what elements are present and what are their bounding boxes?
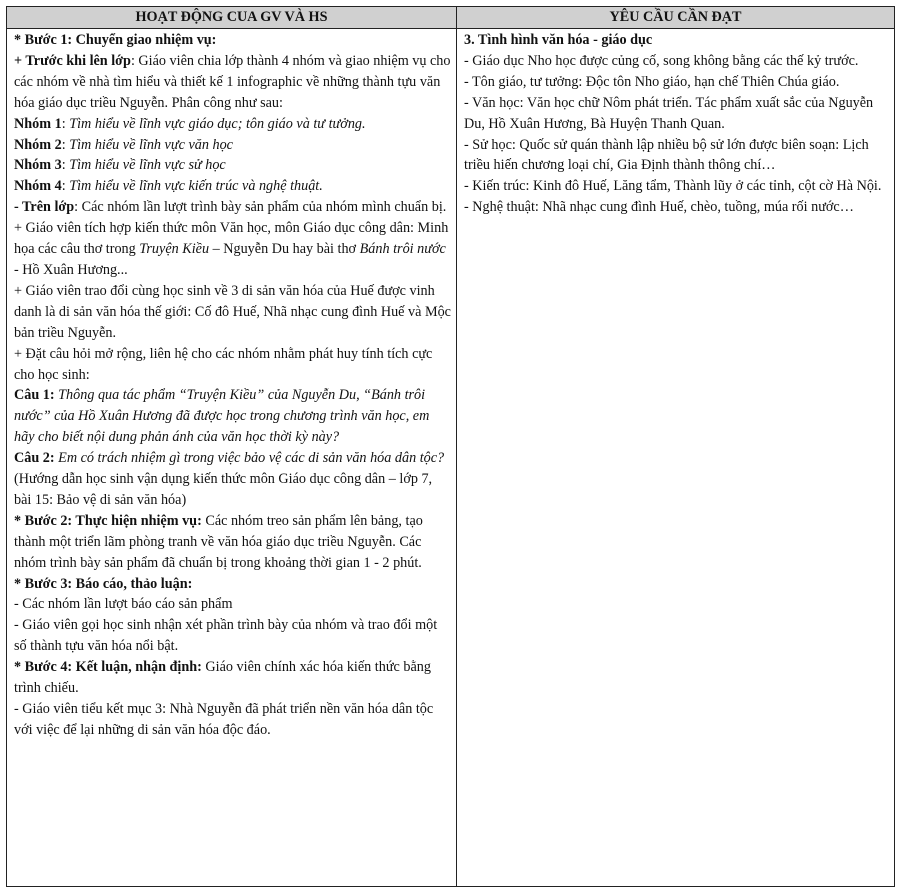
table-row	[7, 29, 895, 887]
group-3-line: Nhóm 3: Tìm hiểu về lĩnh vực sử học	[14, 157, 226, 174]
step3-heading: * Bước 3: Báo cáo, thảo luận:	[14, 575, 193, 592]
requirements-cell	[457, 29, 895, 887]
group-2-line: Nhóm 2: Tìm hiểu về lĩnh vực văn học	[14, 136, 233, 153]
in-class-label: - Trên lớp	[14, 199, 75, 216]
question-1: Câu 1: Thông qua tác phẩm “Truyện Kiều” của Nguyễn Du, “Bánh trôi nước” của Hồ Xuân Hương đã được học trong chương trình văn học, em hãy cho biết nội dung phản ánh của văn học thời kỳ này?	[14, 387, 430, 446]
requirement-item: - Tôn giáo, tư tưởng: Độc tôn Nho giáo, hạn chế Thiên Chúa giáo.	[464, 73, 840, 90]
in-class-paragraph: - Trên lớp: Các nhóm lần lượt trình bày sản phẩm của nhóm mình chuẩn bị.	[14, 199, 447, 216]
section-title: 3. Tình hình văn hóa - giáo dục	[464, 32, 653, 48]
lesson-table	[6, 6, 895, 887]
before-class-text: : Giáo viên chia lớp thành 4 nhóm và giao nhiệm vụ cho các nhóm về nhà tìm hiểu và thiết kế 1 infographic về những thành tựu văn hóa giáo dục triều Nguyễn. Phân công như sau:	[14, 52, 451, 111]
step4-paragraph: * Bước 4: Kết luận, nhận định: Giáo viên chính xác hóa kiến thức bằng trình chiếu.	[14, 659, 431, 697]
step1-heading: * Bước 1: Chuyển giao nhiệm vụ:	[14, 32, 217, 48]
questions-intro: + Đặt câu hỏi mở rộng, liên hệ cho các nhóm nhằm phát huy tính tích cực cho học sinh:	[14, 345, 433, 383]
header-activities: HOẠT ĐỘNG CUA GV VÀ HS	[7, 7, 457, 29]
group-4-line: Nhóm 4: Tìm hiểu về lĩnh vực kiến trúc và nghệ thuật.	[14, 178, 323, 195]
heritage-paragraph: + Giáo viên trao đổi cùng học sinh về 3 di sản văn hóa của Huế được vinh danh là di sản văn hóa thế giới: Cố đô Huế, Nhã nhạc cung đình Huế và Mộc bản triều Nguyễn.	[14, 282, 451, 341]
requirement-item: - Nghệ thuật: Nhã nhạc cung đình Huế, chèo, tuồng, múa rối nước…	[464, 199, 854, 216]
guide-note: (Hướng dẫn học sinh vận dụng kiến thức môn Giáo dục công dân – lớp 7, bài 15: Bảo vệ di sản văn hóa)	[14, 471, 433, 508]
requirement-item: - Kiến trúc: Kinh đô Huế, Lăng tẩm, Thành lũy ở các tỉnh, cột cờ Hà Nội.	[464, 178, 882, 195]
before-class-label: + Trước khi lên lớp	[14, 52, 131, 69]
requirement-item: - Sử học: Quốc sử quán thành lập nhiều bộ sử lớn được biên soạn: Lịch triều hiến chương loại chí, Gia Định thành thông chí…	[464, 136, 869, 174]
step2-paragraph: * Bước 2: Thực hiện nhiệm vụ: Các nhóm treo sản phẩm lên bảng, tạo thành một triển lãm phòng tranh về văn hóa giáo dục triều Nguyễn. Các nhóm trình bày sản phẩm đã chuẩn bị trong khoảng thời gian 1 - 2 phút.	[14, 512, 423, 571]
requirement-item: - Giáo dục Nho học được củng cố, song không bằng các thế kỷ trước.	[464, 52, 859, 69]
integration-paragraph: + Giáo viên tích hợp kiến thức môn Văn học, môn Giáo dục công dân: Minh họa các câu thơ trong Truyện Kiều – Nguyễn Du hay bài thơ Bánh trôi nước - Hồ Xuân Hương...	[14, 220, 449, 278]
step3-line-1: - Các nhóm lần lượt báo cáo sản phẩm	[14, 596, 233, 613]
activities-cell	[7, 29, 457, 887]
step3-line-2: - Giáo viên gọi học sinh nhận xét phần trình bày của nhóm và trao đổi một số thành tựu văn hóa nổi bật.	[14, 617, 438, 655]
requirement-item: - Văn học: Văn học chữ Nôm phát triển. Tác phẩm xuất sắc của Nguyễn Du, Hồ Xuân Hương, Bà Huyện Thanh Quan.	[464, 94, 874, 132]
before-class-paragraph	[14, 51, 452, 114]
step4-summary: - Giáo viên tiểu kết mục 3: Nhà Nguyễn đã phát triển nền văn hóa dân tộc với việc để lại những di sản văn hóa độc đáo.	[14, 701, 434, 738]
table-header-row	[7, 7, 895, 29]
header-requirements: YÊU CẦU CẦN ĐẠT	[457, 7, 895, 29]
group-1-line: Nhóm 1: Tìm hiểu về lĩnh vực giáo dục; tôn giáo và tư tưởng.	[14, 115, 366, 132]
question-2: Câu 2: Em có trách nhiệm gì trong việc bảo vệ các di sản văn hóa dân tộc?	[14, 450, 445, 467]
